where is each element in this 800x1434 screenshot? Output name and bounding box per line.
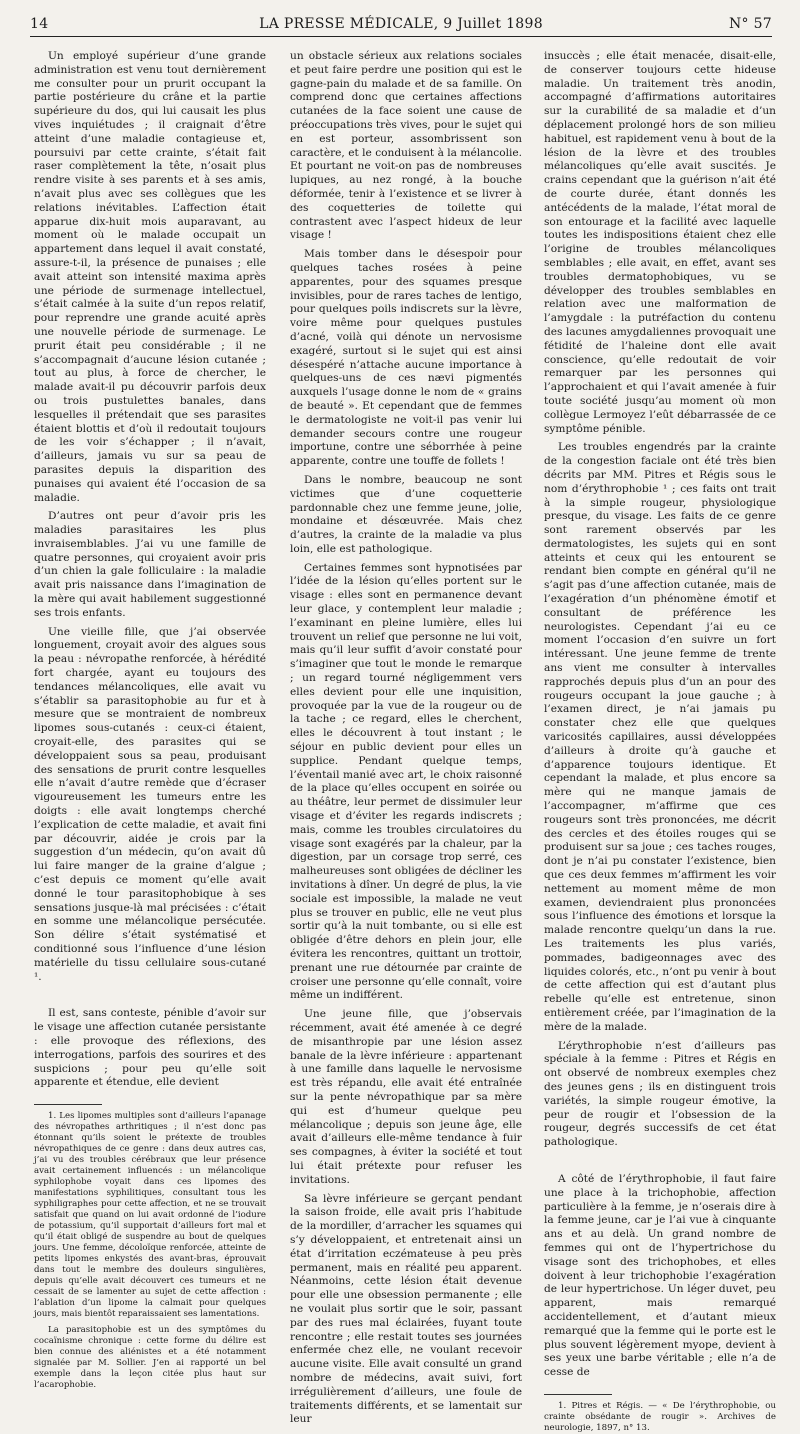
footnote: 1. Les lipomes multiples sont d’ailleurs l’apanage des névropathes arthritiques ; il n’est donc pas étonnant qu’ils soient le prétexte de troubles névropathiques de ce genre : dans deux autres cas, j’ai vu des troubles cérébraux que leur présence avait certainement influencés : un mélancolique syphilophobe voyait dans ces lipomes des manifestations syphilitiques, consultant tous les syphiligraphes pour cette affection, et ne se trouvait satisfait que quand on lui avait ordonné de l’iodure de potassium, qu’il supportait d’ailleurs fort mal et qu’il était obligé de suspendre au bout de quelques jours. Une femme, décoloïque renforcée, atteinte de petits lipomes enkystés des avant-bras, éprouvait dans tout le membre des douleurs singulières, depuis qu’elle avait découvert ces tumeurs et ne cessait de se lamenter au sujet de cette affection : l’ablation d’un lipome la calmait pour quelques jours, mais bientôt reparaissaient ses lamentations. [34, 1111, 266, 1320]
paragraph: Dans le nombre, beaucoup ne sont victimes que d’une coquetterie pardonnable chez une femme jeune, jolie, mondaine et désœuvrée. Mais chez d’autres, la crainte de la maladie va plus loin, elle est pathologique. [290, 473, 522, 555]
column-middle [290, 50, 522, 1426]
paragraph: insuccès ; elle était menacée, disait-elle, de conserver toujours cette hideuse maladie. Un traitement très anodin, accompagné d’affirmations autoritaires sur la curabilité de sa maladie et d’un déplacement prolongé hors de son milieu habituel, est rapidement venu à bout de la lésion de la lèvre et des troubles mélancoliques qu’elle avait suscités. Je crains cependant que la guérison n’ait été de courte durée, étant donnés les antécédents de la malade, l’état moral de son entourage et la facilité avec laquelle toutes les indispositions étaient chez elle l’origine de troubles mélancoliques semblables ; elle avait, en effet, avant ses troubles dermatophobiques, vu se développer des troubles semblables en relation avec une malformation de l’amygdale : la putréfaction du contenu des lacunes amygdaliennes provoquait une fétidité de l’haleine dont elle avait conscience, qu’elle redoutait de voir remarquer par les personnes qui l’approchaient et qui l’avait amenée à fuir toute société jusqu’au moment où mon collègue Lermoyez l’eût débarrassée de ce symptôme pénible. [544, 50, 776, 435]
issue-number: N° 57 [728, 16, 772, 32]
paragraph: D’autres ont peur d’avoir pris les maladies parasitaires les plus invraisemblables. J’ai vu une famille de quatre personnes, qui croyaient avoir pris d’un chien la gale folliculaire : la maladie avait pris naissance dans l’imagination de la mère qui avait habilement suggestionné ses trois enfants. [34, 510, 266, 619]
journal-title: LA PRESSE MÉDICALE, 9 Juillet 1898 [259, 16, 543, 32]
paragraph: Sa lèvre inférieure se gerçant pendant la saison froide, elle avait pris l’habitude de la mordiller, d’arracher les squames qui s’y développaient, et entretenait ainsi un état d’irritation eczémateuse à peu près permanent, mais en réalité peu apparent. Néanmoins, cette lésion était devenue pour elle une obsession permanente ; elle ne voulait plus sortir que le soir, passant par des rues mal éclairées, fuyant toute rencontre ; elle restait toutes ses journées enfermée chez elle, ne voulant recevoir aucune visite. Elle avait consulté un grand nombre de médecins, avait suivi, fort irrégulièrement d’ailleurs, une foule de traitements différents, et se lamentait sur leur [290, 1192, 522, 1426]
footnote-rule [34, 1104, 102, 1105]
footnote: La parasitophobie est un des symptômes du cocaïnisme chronique : cette forme du délire est bien connue des aliénistes et a été notamment signalée par M. Sollier. J’en ai rapporté un bel exemple dans la leçon citée plus haut sur l’acarophobie. [34, 1325, 266, 1391]
paragraph: A côté de l’érythrophobie, il faut faire une place à la trichophobie, affection particulière à la femme, je n’oserais dire à la femme jeune, car je l’ai vue à cinquante ans et au delà. Un grand nombre de femmes qui ont de l’hypertrichose du visage sont des trichophobes, et elles doivent à leur trichophobie l’exagération de leur hypertrichose. Un léger duvet, peu apparent, mais remarqué accidentellement, et d’autant mieux remarqué que la femme qui le porte est le plus souvent légèrement myope, devient à ses yeux une barbe véritable ; elle n’a de cesse de [544, 1172, 776, 1379]
paragraph: Il est, sans conteste, pénible d’avoir sur le visage une affection cutanée persistante : elle provoque des réflexions, des interrogations, parfois des sourires et des suspicions ; pour peu qu’elle soit apparente et étendue, elle devient [34, 1007, 266, 1089]
paragraph: Certaines femmes sont hypnotisées par l’idée de la lésion qu’elles portent sur le visage : elles sont en permanence devant leur glace, y contemplent leur maladie ; l’examinant en pleine lumière, elles lui trouvent un relief que personne ne lui voit, mais qu’il leur suffit d’avoir constaté pour s’imaginer que tout le monde le remarque ; un regard tourné négligemment vers elles devient pour elle une inquisition, provoquée par la vue de la rougeur ou de la tache ; ce regard, elles le cherchent, elles le découvrent à tout instant ; le séjour en public devient pour elles un supplice. Pendant quelque temps, l’éventail manié avec art, le choix raisonné de la place qu’elles occupent en soirée ou au théâtre, leur permet de dissimuler leur visage et d’éviter les regards indiscrets ; mais, comme les troubles circulatoires du visage sont exagérés par la chaleur, par la digestion, par un corsage trop serré, ces malheureuses sont obligées de décliner les invitations à dîner. Un degré de plus, la vie sociale est impossible, la malade ne veut plus se trouver en public, elle ne veut plus sortir qu’à la nuit tombante, ou si elle est obligée d’être dehors en plein jour, elle évitera les rencontres, quittant un trottoir, prenant une rue détournée par crainte de croiser une personne qu’elle connaît, voire même un indifférent. [290, 561, 522, 1002]
paragraph: Un employé supérieur d’une grande administration est venu tout dernièrement me consulter pour un prurit occupant la partie postérieure du crâne et la partie supérieure du dos, qui lui causait les plus vives inquiétudes ; il craignait d’être atteint d’une maladie contagieuse et, poursuivi par cette crainte, s’était fait raser complètement la tête, n’osait plus rendre visite à ses parents et à ses amis, n’avait plus avec ses collègues que les relations inévitables. L’affection était apparue dix-huit mois auparavant, au moment où le malade occupait un appartement dans lequel il avait constaté, assure-t-il, la présence de punaises ; elle avait atteint son intensité maxima après une période de surmenage intellectuel, s’était calmée à la suite d’un repos relatif, pour reprendre une grande acuité après une nouvelle période de surmenage. Le prurit était peu considérable ; il ne s’accompagnait d’aucune lésion cutanée ; tout au plus, à force de chercher, le malade avait-il pu découvrir parfois deux ou trois pustulettes banales, dans lesquelles il prétendait que ses parasites étaient blottis et d’où il redoutait toujours de les voir s’échapper ; il n’avait, d’ailleurs, jamais vu sur sa peau de parasites depuis la disparition des punaises qui avaient été l’occasion de sa maladie. [34, 50, 266, 504]
paragraph: un obstacle sérieux aux relations sociales et peut faire perdre une position qui est le gagne-pain du malade et de sa famille. On comprend donc que certaines affections cutanées de la face soient une cause de préoccupations très vives, pour le sujet qui en est porteur, assombrissent son caractère, et le conduisent à la mélancolie. Et pourtant ne voit-on pas de nombreuses lupiques, au nez rongé, à la bouche déformée, tenir à l’existence et se livrer à des coquetteries de toilette qui contrastent avec l’aspect hideux de leur visage ! [290, 50, 522, 242]
column-left [34, 50, 266, 1391]
footnote-rule [544, 1394, 612, 1395]
section-break [34, 989, 266, 1007]
paragraph: Les troubles engendrés par la crainte de la congestion faciale ont été très bien décrits par MM. Pitres et Régis sous le nom d’érythrophobie ¹ ; ces faits ont trait à la simple rougeur, physiologique presque, du visage. Les faits de ce genre sont rarement observés par les dermatologistes, les sujets qui en sont atteints et ceux qui les entourent se rendant bien compte en général qu’il ne s’agit pas d’une affection cutanée, mais de l’exagération d’un phénomène émotif et consultant de préférence les neurologistes. Cependant j’ai eu ce moment l’occasion d’en suivre un fort intéressant. Une jeune femme de trente ans vient me consulter à intervalles rapprochés depuis plus d’un an pour des rougeurs occupant la joue gauche ; à l’examen direct, je n’ai jamais pu constater chez elle que quelques varicosités capillaires, aussi développées d’ailleurs à droite qu’à gauche et d’apparence toujours identique. Et cependant la malade, et plus encore sa mère qui ne manque jamais de l’accompagner, m’affirme que ces rougeurs sont très prononcées, me décrit des cercles et des étoiles rouges qui se produisent sur sa joue ; ces taches rouges, dont je n’ai pu constater l’existence, bien que ces deux femmes m’affirment les voir nettement au moment même de mon examen, deviendraient plus prononcées sous l’influence des émotions et lorsque la malade rencontre quelqu’un dans la rue. Les traitements les plus variés, pommades, badigeonnages avec des liquides colorés, etc., n’ont pu venir à bout de cette affection qui est d’autant plus rebelle qu’elle est entretenue, sinon entièrement créée, par l’imagination de la mère de la malade. [544, 441, 776, 1033]
paragraph: Une vieille fille, que j’ai observée longuement, croyait avoir des algues sous la peau : névropathe renforcée, à hérédité fort chargée, ayant eu toujours des tendances mélancoliques, elle avait vu s’établir sa parasitophobie au fur et à mesure que se montraient de nombreux lipomes sous-cutanés : ceux-ci étaient, croyait-elle, des parasites qui se développaient sous sa peau, produisant des sensations de prurit contre lesquelles elle n’avait d’autre remède que d’écraser vigoureusement les tumeurs entre les doigts : elle avait longtemps cherché l’explication de cette maladie, et avait fini par découvrir, aidée je crois par la suggestion d’un médecin, qu’on avait dû lui faire manger de la graine d’algue ; c’est depuis ce moment qu’elle avait donné le tour parasitophobique à ses sensations jusque-là mal précisées : c’était en somme une mélancolique persécutée. Son délire s’était systématisé et conditionné sous l’influence d’une lésion matérielle du tissu cellulaire sous-cutané ¹. [34, 625, 266, 983]
page-header [30, 10, 772, 32]
paragraph: Mais tomber dans le désespoir pour quelques taches rosées à peine apparentes, pour des squames presque invisibles, pour de rares taches de lentigo, pour quelques poils indiscrets sur la lèvre, voire même pour quelques pustules d’acné, voilà qui dénote un nervosisme exagéré, surtout si le sujet qui est ainsi désespéré n’attache aucune importance à quelques-uns de ces nævi pigmentés auxquels l’usage donne le nom de « grains de beauté ». Et cependant que de femmes le dermatologiste ne voit-il pas venir lui demander secours contre une rougeur importune, contre une séborrhée à peine apparente, contre une touffe de follets ! [290, 248, 522, 468]
column-right [544, 50, 776, 1433]
footnote: 1. Pitres et Régis. — « De l’érythrophobie, ou crainte obsédante de rougir ». Archives de neurologie, 1897, n° 13. [544, 1400, 776, 1433]
section-break [544, 1155, 776, 1173]
paragraph: Une jeune fille, que j’observais récemment, avait été amenée à ce degré de misanthropie par une lésion assez banale de la lèvre inférieure : appartenant à une famille dans laquelle le nervosisme est très répandu, elle avait été entraînée sur la pente névropathique par sa mère qui est d’humeur quelque peu mélancolique ; depuis son jeune âge, elle avait d’ailleurs elle-même tendance à fuir ses compagnes, à éviter la société et tout lui était prétexte pour refuser les invitations. [290, 1008, 522, 1186]
header-rule [30, 36, 772, 37]
page-number: 14 [30, 16, 49, 32]
paragraph: L’érythrophobie n’est d’ailleurs pas spéciale à la femme : Pitres et Régis en ont observé de nombreux exemples chez des jeunes gens ; ils en distinguent trois variétés, la simple rougeur émotive, la peur de rougir et l’obsession de la rougeur, degrés successifs de cet état pathologique. [544, 1039, 776, 1149]
